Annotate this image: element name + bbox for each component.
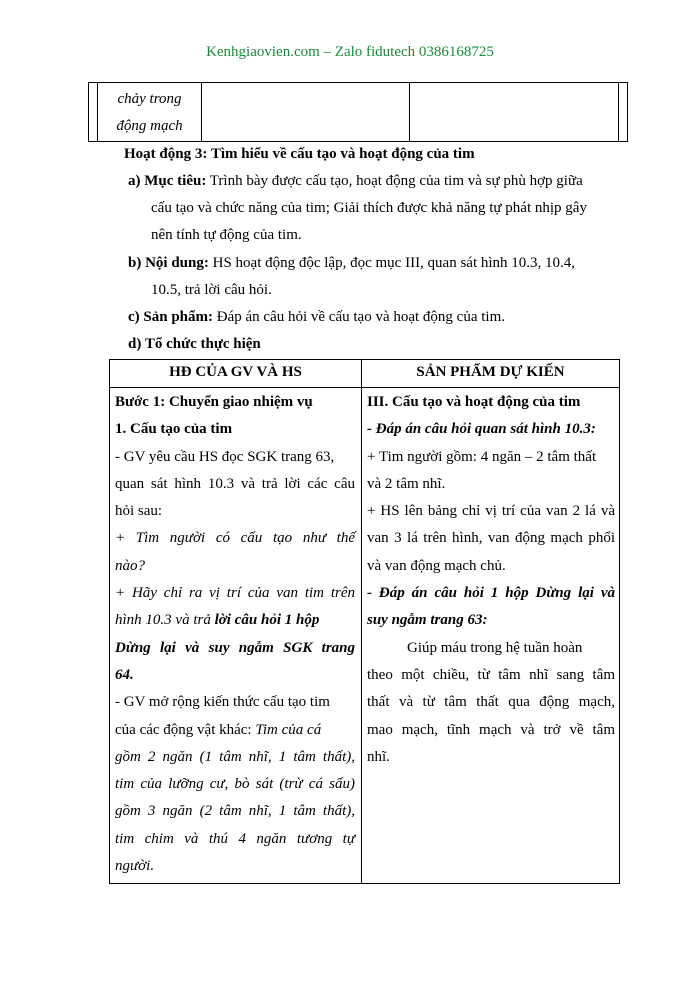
text-line <box>115 717 355 744</box>
cell-line: động mạch <box>116 118 183 134</box>
page-header: Kenhgiaovien.com – Zalo fidutech 0386168725 <box>206 44 494 60</box>
column-divider <box>361 360 362 883</box>
text-line: thất và từ tâm thất qua động mạch, <box>367 694 615 711</box>
text-line: - GV yêu cầu HS đọc SGK trang 63, <box>115 448 335 465</box>
answer-heading: - Đáp án câu hỏi quan sát hình 10.3: <box>367 421 596 438</box>
text-line: quan sát hình 10.3 và trả lời các câu <box>115 475 355 492</box>
italic-line: người. <box>115 858 155 875</box>
column-header-product: SẢN PHẨM DỰ KIẾN <box>416 364 565 380</box>
item-c-line1 <box>128 309 505 326</box>
answer-heading: suy ngẫm trang 63: <box>367 612 488 629</box>
item-b-line1 <box>128 255 575 272</box>
step-heading: Bước 1: Chuyển giao nhiệm vụ <box>115 394 313 410</box>
question-line: + Tìm người có cấu tạo như thế <box>115 530 355 547</box>
item-b-label: b) Nội dung: <box>128 255 209 271</box>
italic-line: tim chim và thú 4 ngăn tương tự <box>115 830 355 847</box>
continuation-table <box>88 82 628 142</box>
item-c-label: c) Sản phẩm: <box>128 309 214 325</box>
question-text: hình 10.3 và trả <box>115 612 215 629</box>
text-line: theo một chiều, từ tâm nhĩ sang tâm <box>367 666 615 683</box>
italic-line: gồm 3 ngăn (2 tâm nhĩ, 1 tâm thất), <box>115 803 355 820</box>
text-line: - GV mở rộng kiến thức cấu tạo tim <box>115 694 330 711</box>
text-line: nhĩ. <box>367 748 390 765</box>
section-heading: 1. Cấu tạo của tim <box>115 421 233 438</box>
continuation-cell-2 <box>202 83 410 141</box>
question-line: + Hãy chỉ ra vị trí của van tim trên <box>115 585 355 602</box>
item-a-label: a) Mục tiêu: <box>128 173 207 189</box>
text-line: + Tim người gồm: 4 ngăn – 2 tâm thất <box>367 448 597 465</box>
italic-line: tim của lưỡng cư, bò sát (trừ cá sấu) <box>115 776 355 793</box>
teacher-cell <box>115 389 355 880</box>
item-a-line1 <box>128 173 583 190</box>
item-d-label: d) Tổ chức thực hiện <box>128 336 261 352</box>
text-line: và van động mạch chủ. <box>367 557 506 574</box>
continuation-cell-1 <box>98 83 202 141</box>
activity-title: Hoạt động 3: Tìm hiểu về cấu tạo và hoạt động của tim <box>124 146 475 162</box>
product-cell <box>367 389 615 771</box>
italic-line: gồm 2 ngăn (1 tâm nhĩ, 1 tâm thất), <box>115 748 355 765</box>
item-b-line2: 10.5, trả lời câu hỏi. <box>151 282 272 298</box>
item-c-text: Đáp án câu hỏi về cấu tạo và hoạt động của tim. <box>213 309 505 325</box>
item-a-line2: cấu tạo và chức năng của tim; Giải thích được khả năng tự phát nhịp gây <box>151 200 587 216</box>
answer-heading: - Đáp án câu hỏi 1 hộp Dừng lại và <box>367 585 615 602</box>
item-a-line3: nên tính tự động của tim. <box>151 227 302 243</box>
question-emphasis: lời câu hỏi 1 hộp <box>214 612 320 629</box>
section-heading: III. Cấu tạo và hoạt động của tim <box>367 394 581 410</box>
plain-text: của các động vật khác: <box>115 721 256 738</box>
cell-line: chảy trong <box>117 91 182 107</box>
question-emphasis-line: 64. <box>115 666 134 683</box>
text-line: + HS lên bảng chỉ vị trí của van 2 lá và <box>367 503 615 520</box>
continuation-table-inner <box>97 83 619 141</box>
italic-text: Tim của cá <box>255 721 322 738</box>
header-divider <box>110 387 619 388</box>
text-line: van 3 lá trên hình, van động mạch phổi <box>367 530 615 547</box>
text-line: Giúp máu trong hệ tuần hoàn <box>407 639 583 656</box>
question-line: nào? <box>115 557 145 574</box>
item-b-text: HS hoạt động độc lập, đọc mục III, quan sát hình 10.3, 10.4, <box>208 255 576 271</box>
text-line: mao mạch, tĩnh mạch và trở về tâm <box>367 721 615 738</box>
item-a-text: Trình bày được cấu tạo, hoạt động của tim và sự phù hợp giữa <box>206 173 583 189</box>
question-line <box>115 607 355 634</box>
text-line: hỏi sau: <box>115 503 163 520</box>
text-line: và 2 tâm nhĩ. <box>367 475 446 492</box>
column-header-teacher: HĐ CỦA GV VÀ HS <box>169 364 302 380</box>
question-emphasis-line: Dừng lại và suy ngẫm SGK trang <box>115 639 355 656</box>
activity-table <box>109 359 620 884</box>
